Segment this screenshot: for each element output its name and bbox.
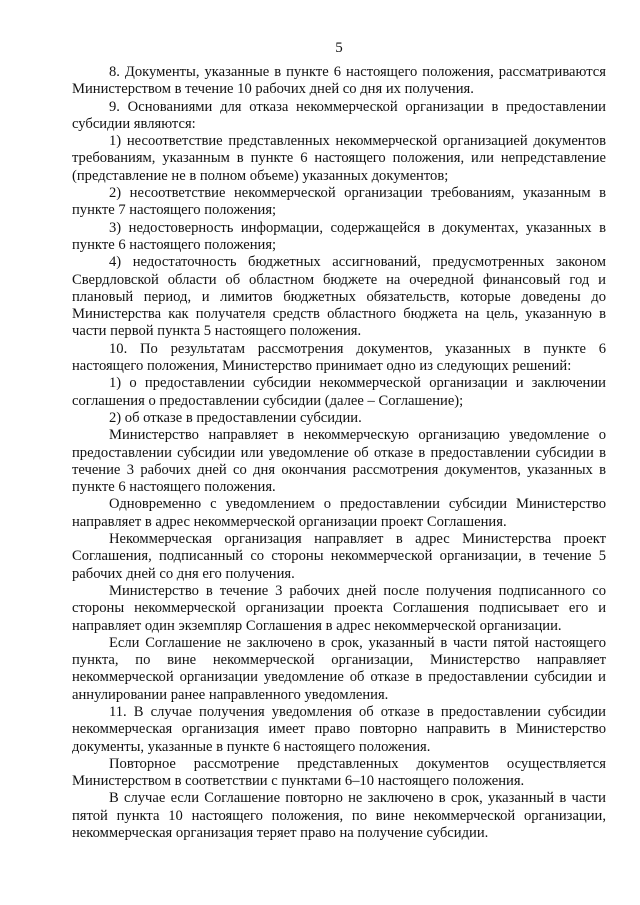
paragraph-11-part-2: Повторное рассмотрение представленных документов осуществляется Министерством в соответствии с пунктами 6–10 настоящего положения. xyxy=(72,755,606,790)
paragraph-10: 10. По результатам рассмотрения документов, указанных в пункте 6 настоящего положения, Министерство принимает одно из следующих решений: xyxy=(72,340,606,375)
paragraph-10-part-3: Министерство направляет в некоммерческую организацию уведомление о предоставлении субсидии или уведомление об отказе в предоставлении субсидии в течение 3 рабочих дней со дня окончания рассмотрения документов, указанных в пункте 6 настоящего положения. xyxy=(72,427,606,496)
paragraph-10-item-1: 1) о предоставлении субсидии некоммерческой организации и заключении соглашения о предоставлении субсидии (далее – Соглашение); xyxy=(72,375,606,409)
paragraph-10-part-5: Некоммерческая организация направляет в адрес Министерства проект Соглашения, подписанный со стороны некоммерческой организации, в течение 5 рабочих дней со дня его получения. xyxy=(72,531,606,582)
document-body xyxy=(72,64,606,842)
paragraph-10-item-2: 2) об отказе в предоставлении субсидии. xyxy=(109,409,362,426)
paragraph-9: 9. Основаниями для отказа некоммерческой организации в предоставлении субсидии являются: xyxy=(72,98,606,132)
paragraph-9-item-3: 3) недостоверность информации, содержащейся в документах, указанных в пункте 6 настоящего положения; xyxy=(72,219,606,253)
page-number: 5 xyxy=(335,40,343,56)
paragraph-11-part-3: В случае если Соглашение повторно не заключено в срок, указанный в части пятой пункта 10 настоящего положения, по вине некоммерческой организации, некоммерческая организация теряет право на получение субсидии. xyxy=(72,790,606,842)
paragraph-8: 8. Документы, указанные в пункте 6 настоящего положения, рассматриваются Министерством в течение 10 рабочих дней со дня их получения. xyxy=(72,64,606,98)
paragraph-9-item-4: 4) недостаточность бюджетных ассигнований, предусмотренных законом Свердловской области об областном бюджете на очередной финансовый год и плановый период, и лимитов бюджетных обязательств, которые доведены до Министерства как получателя средств областного бюджета на цель, указанную в части первой пункта 5 настоящего положения. xyxy=(72,254,606,340)
paragraph-9-item-2: 2) несоответствие некоммерческой организации требованиям, указанным в пункте 7 настоящего положения; xyxy=(72,185,606,219)
paragraph-10-part-6: Министерство в течение 3 рабочих дней после получения подписанного со стороны некоммерческой организации проекта Соглашения подписывает его и направляет один экземпляр Соглашения в адрес некоммерческой организации. xyxy=(72,582,606,634)
paragraph-10-part-4: Одновременно с уведомлением о предоставлении субсидии Министерство направляет в адрес некоммерческой организации проект Соглашения. xyxy=(72,496,606,530)
paragraph-9-item-1: 1) несоответствие представленных некоммерческой организацией документов требованиям, указанным в пункте 6 настоящего положения, или непредставление (представление не в полном объеме) указанных документов; xyxy=(72,133,606,184)
paragraph-10-part-7: Если Соглашение не заключено в срок, указанный в части пятой настоящего пункта, по вине некоммерческой организации, Министерство направляет некоммерческой организации уведомление об отказе в предоставлении субсидии и аннулировании ранее направленного уведомления. xyxy=(72,634,606,703)
paragraph-11: 11. В случае получения уведомления об отказе в предоставлении субсидии некоммерческая организация имеет право повторно направить в Министерство документы, указанные в пункте 6 настоящего положения. xyxy=(72,703,606,755)
